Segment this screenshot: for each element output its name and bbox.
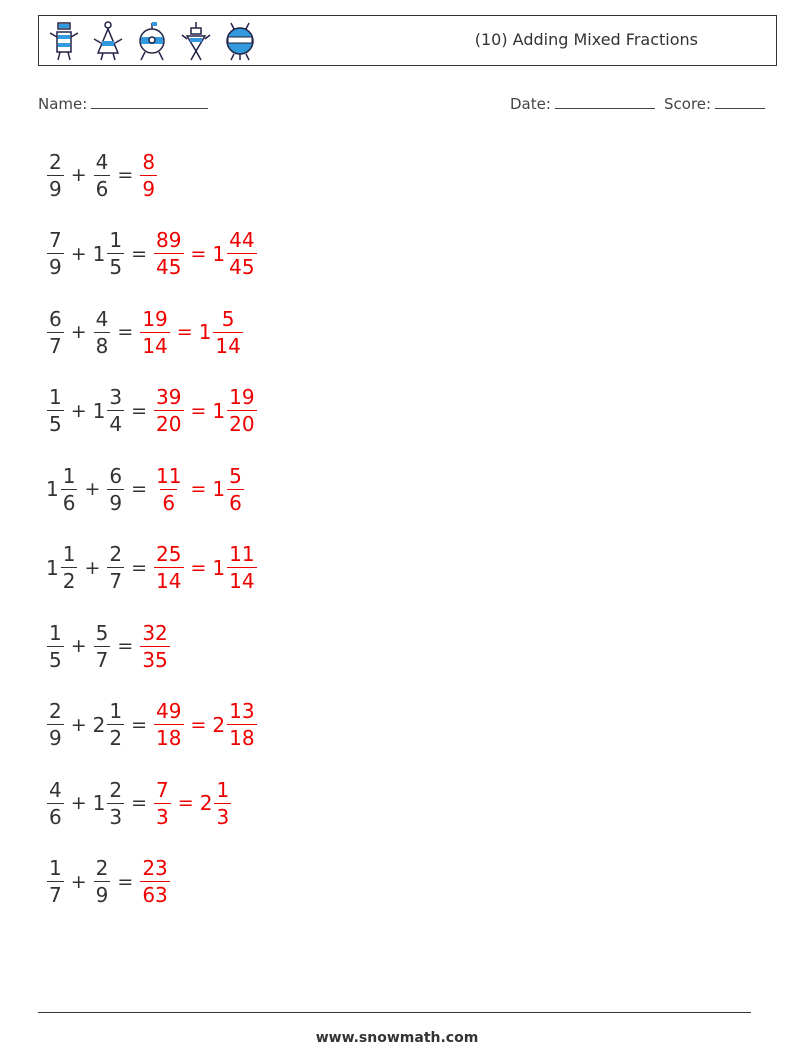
fraction (94, 858, 111, 905)
plus-sign: + (70, 713, 87, 736)
fraction (107, 463, 124, 515)
plus-sign: + (84, 478, 101, 500)
numerator: 5 (229, 463, 242, 488)
denominator: 14 (142, 333, 168, 358)
denominator: 45 (156, 255, 182, 279)
equals-sign: = (117, 164, 134, 186)
whole-number: 1 (212, 477, 226, 501)
denominator: 14 (229, 569, 255, 593)
improper-answer (153, 230, 184, 277)
addend-2 (93, 858, 112, 905)
denominator: 6 (62, 490, 76, 515)
fraction (107, 230, 124, 277)
mixed-answer (212, 463, 244, 515)
addend-1 (46, 701, 65, 748)
fraction (154, 544, 183, 591)
answer-equals-sign: = (190, 399, 207, 422)
denominator: 6 (162, 490, 176, 515)
name-field (38, 94, 208, 113)
plus-sign: + (70, 792, 87, 814)
numerator: 1 (109, 228, 123, 252)
answer-equals-sign: = (190, 556, 207, 579)
denominator: 9 (49, 726, 62, 750)
improper-answer (153, 463, 184, 515)
plus-sign: + (70, 399, 87, 422)
mixed-answer (212, 544, 257, 591)
numerator: 1 (216, 777, 230, 802)
numerator: 25 (156, 542, 182, 566)
numerator: 1 (109, 699, 123, 723)
score-blank (715, 94, 765, 109)
whole-number: 1 (212, 555, 226, 580)
denominator: 5 (49, 647, 62, 672)
addend-1 (46, 544, 78, 591)
plus-sign: + (70, 321, 87, 343)
fraction (47, 701, 64, 748)
denominator: 2 (109, 726, 123, 750)
denominator: 63 (142, 883, 168, 907)
addend-1 (46, 149, 65, 201)
numerator: 4 (49, 777, 62, 802)
whole-number: 1 (212, 241, 226, 266)
numerator: 8 (142, 149, 156, 174)
denominator: 2 (62, 569, 76, 593)
denominator: 5 (109, 255, 123, 279)
numerator: 49 (156, 699, 182, 723)
denominator: 9 (49, 255, 62, 279)
numerator: 7 (156, 777, 169, 802)
answer (139, 306, 244, 358)
numerator: 4 (95, 149, 109, 174)
answer-equals-sign: = (190, 713, 207, 736)
denominator: 6 (95, 176, 109, 201)
robot-icons (47, 19, 257, 63)
answer (153, 701, 258, 748)
whole-number: 1 (46, 555, 59, 580)
addend-2 (93, 149, 112, 201)
fraction (154, 230, 183, 277)
addend-2 (93, 701, 125, 748)
problem-row (46, 301, 244, 363)
equals-sign: = (117, 321, 134, 343)
fraction (227, 463, 244, 515)
fraction (47, 620, 64, 672)
answer (153, 463, 245, 515)
numerator: 1 (62, 542, 76, 566)
denominator: 7 (95, 647, 109, 672)
improper-answer (153, 701, 184, 748)
denominator: 14 (215, 333, 241, 358)
problem-row (46, 772, 232, 834)
whole-number: 1 (92, 398, 106, 423)
date-field (510, 94, 655, 113)
numerator: 13 (229, 699, 255, 723)
date-label: Date: (510, 95, 551, 113)
denominator: 9 (109, 490, 123, 515)
numerator: 5 (221, 306, 235, 331)
numerator: 7 (49, 228, 62, 252)
problem-row (46, 144, 158, 206)
denominator: 9 (95, 883, 109, 907)
denominator: 20 (229, 412, 255, 436)
numerator: 39 (156, 385, 182, 409)
fraction (47, 777, 64, 829)
denominator: 35 (142, 647, 168, 672)
problem-row (46, 223, 258, 285)
plus-sign: + (70, 242, 87, 265)
numerator: 1 (49, 856, 62, 880)
addend-1 (46, 777, 65, 829)
numerator: 2 (49, 699, 62, 723)
fraction (154, 387, 183, 434)
fraction (47, 306, 64, 358)
date-blank (555, 94, 655, 109)
fraction (107, 701, 124, 748)
numerator: 11 (229, 542, 255, 566)
plus-sign: + (70, 870, 87, 893)
fraction (140, 306, 169, 358)
problem-row (46, 851, 171, 913)
addend-2 (93, 230, 125, 277)
equals-sign: = (131, 399, 148, 422)
addend-1 (46, 387, 65, 434)
denominator: 6 (229, 490, 242, 515)
fraction (107, 777, 124, 829)
improper-answer (139, 620, 170, 672)
fraction (154, 777, 171, 829)
numerator: 4 (95, 306, 109, 331)
numerator: 2 (95, 856, 109, 880)
denominator: 14 (156, 569, 182, 593)
whole-number: 1 (212, 398, 226, 423)
equals-sign: = (117, 870, 134, 893)
denominator: 3 (216, 804, 230, 829)
answer-equals-sign: = (177, 792, 194, 814)
problem-row (46, 615, 171, 677)
whole-number: 2 (92, 712, 106, 737)
mixed-answer (212, 701, 257, 748)
whole-number: 2 (212, 712, 226, 737)
problem-row (46, 537, 258, 599)
sheet-title: (10) Adding Mixed Fractions (474, 30, 698, 49)
footer-site: www.snowmath.com (315, 1030, 479, 1046)
answer (153, 777, 232, 829)
improper-answer (153, 777, 172, 829)
numerator: 32 (142, 620, 168, 645)
whole-number: 1 (92, 791, 106, 815)
fraction (227, 701, 256, 748)
denominator: 45 (229, 255, 255, 279)
addend-2 (93, 620, 112, 672)
numerator: 19 (229, 385, 255, 409)
denominator: 6 (49, 804, 62, 829)
denominator: 8 (95, 333, 109, 358)
denominator: 4 (109, 412, 123, 436)
addend-2 (106, 544, 125, 591)
answer-equals-sign: = (190, 242, 207, 265)
addend-1 (46, 306, 65, 358)
answer (153, 544, 258, 591)
problem-row (46, 380, 258, 442)
denominator: 18 (229, 726, 255, 750)
fraction (47, 149, 64, 201)
fraction (61, 544, 78, 591)
numerator: 6 (109, 463, 123, 488)
answer (139, 149, 158, 201)
addend-1 (46, 230, 65, 277)
numerator: 44 (229, 228, 255, 252)
mixed-answer (212, 230, 257, 277)
name-label: Name: (38, 95, 88, 113)
header-box (38, 15, 777, 66)
answer-equals-sign: = (176, 321, 193, 343)
numerator: 19 (142, 306, 168, 331)
fraction (140, 858, 169, 905)
addend-2 (93, 387, 125, 434)
numerator: 2 (109, 542, 123, 566)
robot-icon-2 (91, 19, 125, 63)
answer (139, 858, 170, 905)
improper-answer (153, 387, 184, 434)
mixed-answer (212, 387, 257, 434)
fraction (47, 387, 64, 434)
fraction (154, 701, 183, 748)
fraction (140, 620, 169, 672)
addend-1 (46, 620, 65, 672)
score-field (664, 94, 765, 113)
fraction (107, 544, 124, 591)
answer (139, 620, 170, 672)
numerator: 1 (49, 620, 62, 645)
equals-sign: = (131, 713, 148, 736)
addend-2 (106, 463, 125, 515)
addend-2 (93, 306, 112, 358)
equals-sign: = (131, 478, 148, 500)
fraction (47, 230, 64, 277)
equals-sign: = (131, 792, 148, 814)
fraction (107, 387, 124, 434)
numerator: 2 (49, 149, 62, 174)
denominator: 18 (156, 726, 182, 750)
numerator: 89 (156, 228, 182, 252)
denominator: 9 (142, 176, 156, 201)
answer (153, 387, 258, 434)
denominator: 20 (156, 412, 182, 436)
denominator: 9 (49, 176, 62, 201)
equals-sign: = (117, 635, 134, 657)
numerator: 1 (49, 385, 62, 409)
answer-equals-sign: = (190, 478, 207, 500)
plus-sign: + (84, 556, 101, 579)
denominator: 7 (109, 569, 123, 593)
numerator: 5 (95, 620, 109, 645)
improper-answer (139, 858, 170, 905)
denominator: 5 (49, 412, 62, 436)
equals-sign: = (131, 556, 148, 579)
whole-number: 1 (198, 320, 212, 344)
mixed-answer (199, 777, 232, 829)
improper-answer (153, 544, 184, 591)
numerator: 1 (62, 463, 76, 488)
equals-sign: = (131, 242, 148, 265)
problem-row (46, 458, 245, 520)
numerator: 6 (49, 306, 62, 331)
answer (153, 230, 258, 277)
fraction (154, 463, 183, 515)
addend-2 (92, 777, 125, 829)
fraction (61, 463, 78, 515)
fraction (227, 230, 256, 277)
robot-icon-3 (135, 19, 169, 63)
fraction (47, 858, 64, 905)
whole-number: 1 (92, 241, 106, 266)
whole-number: 1 (46, 477, 59, 501)
numerator: 3 (109, 385, 123, 409)
fraction (94, 149, 111, 201)
fraction (213, 306, 242, 358)
mixed-answer (198, 306, 244, 358)
whole-number: 2 (199, 791, 213, 815)
name-blank (91, 94, 208, 109)
numerator: 11 (156, 463, 182, 488)
improper-answer (139, 149, 158, 201)
denominator: 3 (156, 804, 169, 829)
fraction (94, 306, 111, 358)
numerator: 23 (142, 856, 168, 880)
fraction (227, 544, 256, 591)
plus-sign: + (70, 635, 87, 657)
addend-1 (46, 858, 65, 905)
fraction (214, 777, 231, 829)
fraction (94, 620, 111, 672)
denominator: 7 (49, 333, 62, 358)
numerator: 2 (109, 777, 123, 802)
improper-answer (139, 306, 170, 358)
denominator: 7 (49, 883, 62, 907)
plus-sign: + (70, 164, 87, 186)
footer-divider (38, 1012, 751, 1013)
problem-row (46, 694, 258, 756)
robot-icon-4 (179, 19, 213, 63)
score-label: Score: (664, 95, 712, 113)
robot-icon-1 (47, 19, 81, 63)
addend-1 (46, 463, 78, 515)
fraction (140, 149, 157, 201)
robot-icon-5 (223, 19, 257, 63)
fraction (227, 387, 256, 434)
denominator: 3 (109, 804, 123, 829)
